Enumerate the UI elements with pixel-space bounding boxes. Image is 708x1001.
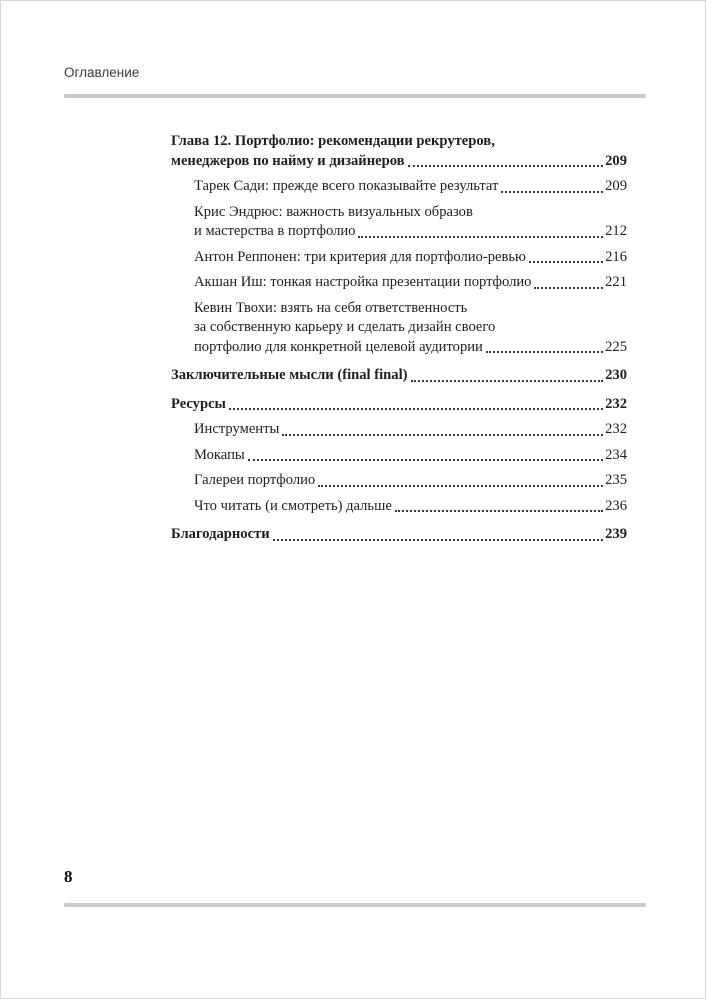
toc-page-number: 225 [605, 338, 627, 355]
toc-entry-title: и мастерства в портфолио [194, 223, 356, 239]
toc-entry-title: менеджеров по найму и дизайнеров [171, 152, 405, 169]
toc-entry-title: Мокапы [194, 446, 245, 463]
toc-line [194, 177, 627, 197]
toc-entry [171, 132, 627, 171]
toc-entry-title: Благодарности [171, 526, 270, 542]
toc-entry-title: Акшан Иш: тонкая настройка презентации портфолио [194, 274, 532, 290]
toc-page-number: 235 [605, 472, 627, 488]
toc-page-number: 236 [605, 497, 627, 514]
toc-page-number: 230 [605, 367, 627, 383]
toc-page-number: 209 [605, 178, 627, 194]
toc-page-number: 216 [605, 248, 627, 265]
toc-line [194, 471, 627, 491]
toc-line [194, 318, 627, 338]
header-rule [64, 94, 646, 98]
toc-line [194, 248, 627, 268]
toc-entry-title: Тарек Сади: прежде всего показывайте результат [194, 178, 499, 194]
toc-page-number: 212 [605, 223, 627, 239]
toc-line [194, 420, 627, 440]
toc-entry-title: Инструменты [194, 421, 280, 437]
toc-page-number: 209 [605, 152, 627, 169]
dot-leader [411, 380, 604, 382]
toc-entry [171, 366, 627, 386]
toc-line [171, 132, 627, 152]
page-number: 8 [64, 867, 73, 886]
toc-line [171, 366, 627, 386]
toc-entry [171, 497, 627, 517]
toc-entry [171, 471, 627, 491]
toc-entry-title: Галереи портфолио [194, 472, 316, 488]
toc-line [194, 273, 627, 293]
dot-leader [408, 165, 604, 167]
toc-entry [171, 203, 627, 242]
dot-leader [534, 287, 603, 289]
toc-entry-title: Крис Эндрюс: важность визуальных образов [194, 203, 473, 220]
toc-entry-title: Что читать (и смотреть) дальше [194, 497, 392, 514]
toc-line [194, 338, 627, 358]
dot-leader [248, 459, 603, 461]
dot-leader [486, 351, 603, 353]
dot-leader [395, 510, 603, 512]
toc-line [194, 446, 627, 466]
toc-line [171, 395, 627, 415]
toc-entry [171, 395, 627, 415]
toc-entry-title: Антон Реппонен: три критерия для портфолио-ревью [194, 248, 526, 265]
toc-page-number: 221 [605, 274, 627, 290]
toc-line [194, 497, 627, 517]
dot-leader [229, 408, 603, 410]
toc-entry [171, 177, 627, 197]
dot-leader [501, 191, 603, 193]
toc-entry [171, 420, 627, 440]
toc-line [194, 299, 627, 319]
toc-entry-title: Заключительные мысли (final final) [171, 367, 408, 383]
toc-line [194, 203, 627, 223]
dot-leader [358, 236, 603, 238]
table-of-contents [171, 132, 627, 551]
running-header: Оглавление [64, 65, 140, 80]
toc-page-number: 232 [605, 421, 627, 437]
toc-line [194, 222, 627, 242]
toc-page-number: 234 [605, 446, 627, 463]
toc-entry-title: Ресурсы [171, 395, 226, 412]
toc-entry [171, 446, 627, 466]
toc-entry [171, 299, 627, 358]
toc-entry [171, 273, 627, 293]
footer-rule [64, 903, 646, 907]
toc-entry-title: Кевин Твохи: взять на себя ответственность [194, 299, 468, 316]
toc-entry [171, 525, 627, 545]
toc-page-number: 232 [605, 395, 627, 412]
toc-entry-title: портфолио для конкретной целевой аудитории [194, 338, 483, 355]
toc-line [171, 525, 627, 545]
toc-line [171, 152, 627, 172]
toc-entry [171, 248, 627, 268]
toc-entry-title: Глава 12. Портфолио: рекомендации рекрутеров, [171, 133, 495, 149]
dot-leader [282, 434, 603, 436]
dot-leader [318, 485, 603, 487]
dot-leader [273, 539, 603, 541]
toc-entry-title: за собственную карьеру и сделать дизайн своего [194, 319, 496, 335]
toc-page-number: 239 [605, 526, 627, 542]
dot-leader [529, 261, 603, 263]
